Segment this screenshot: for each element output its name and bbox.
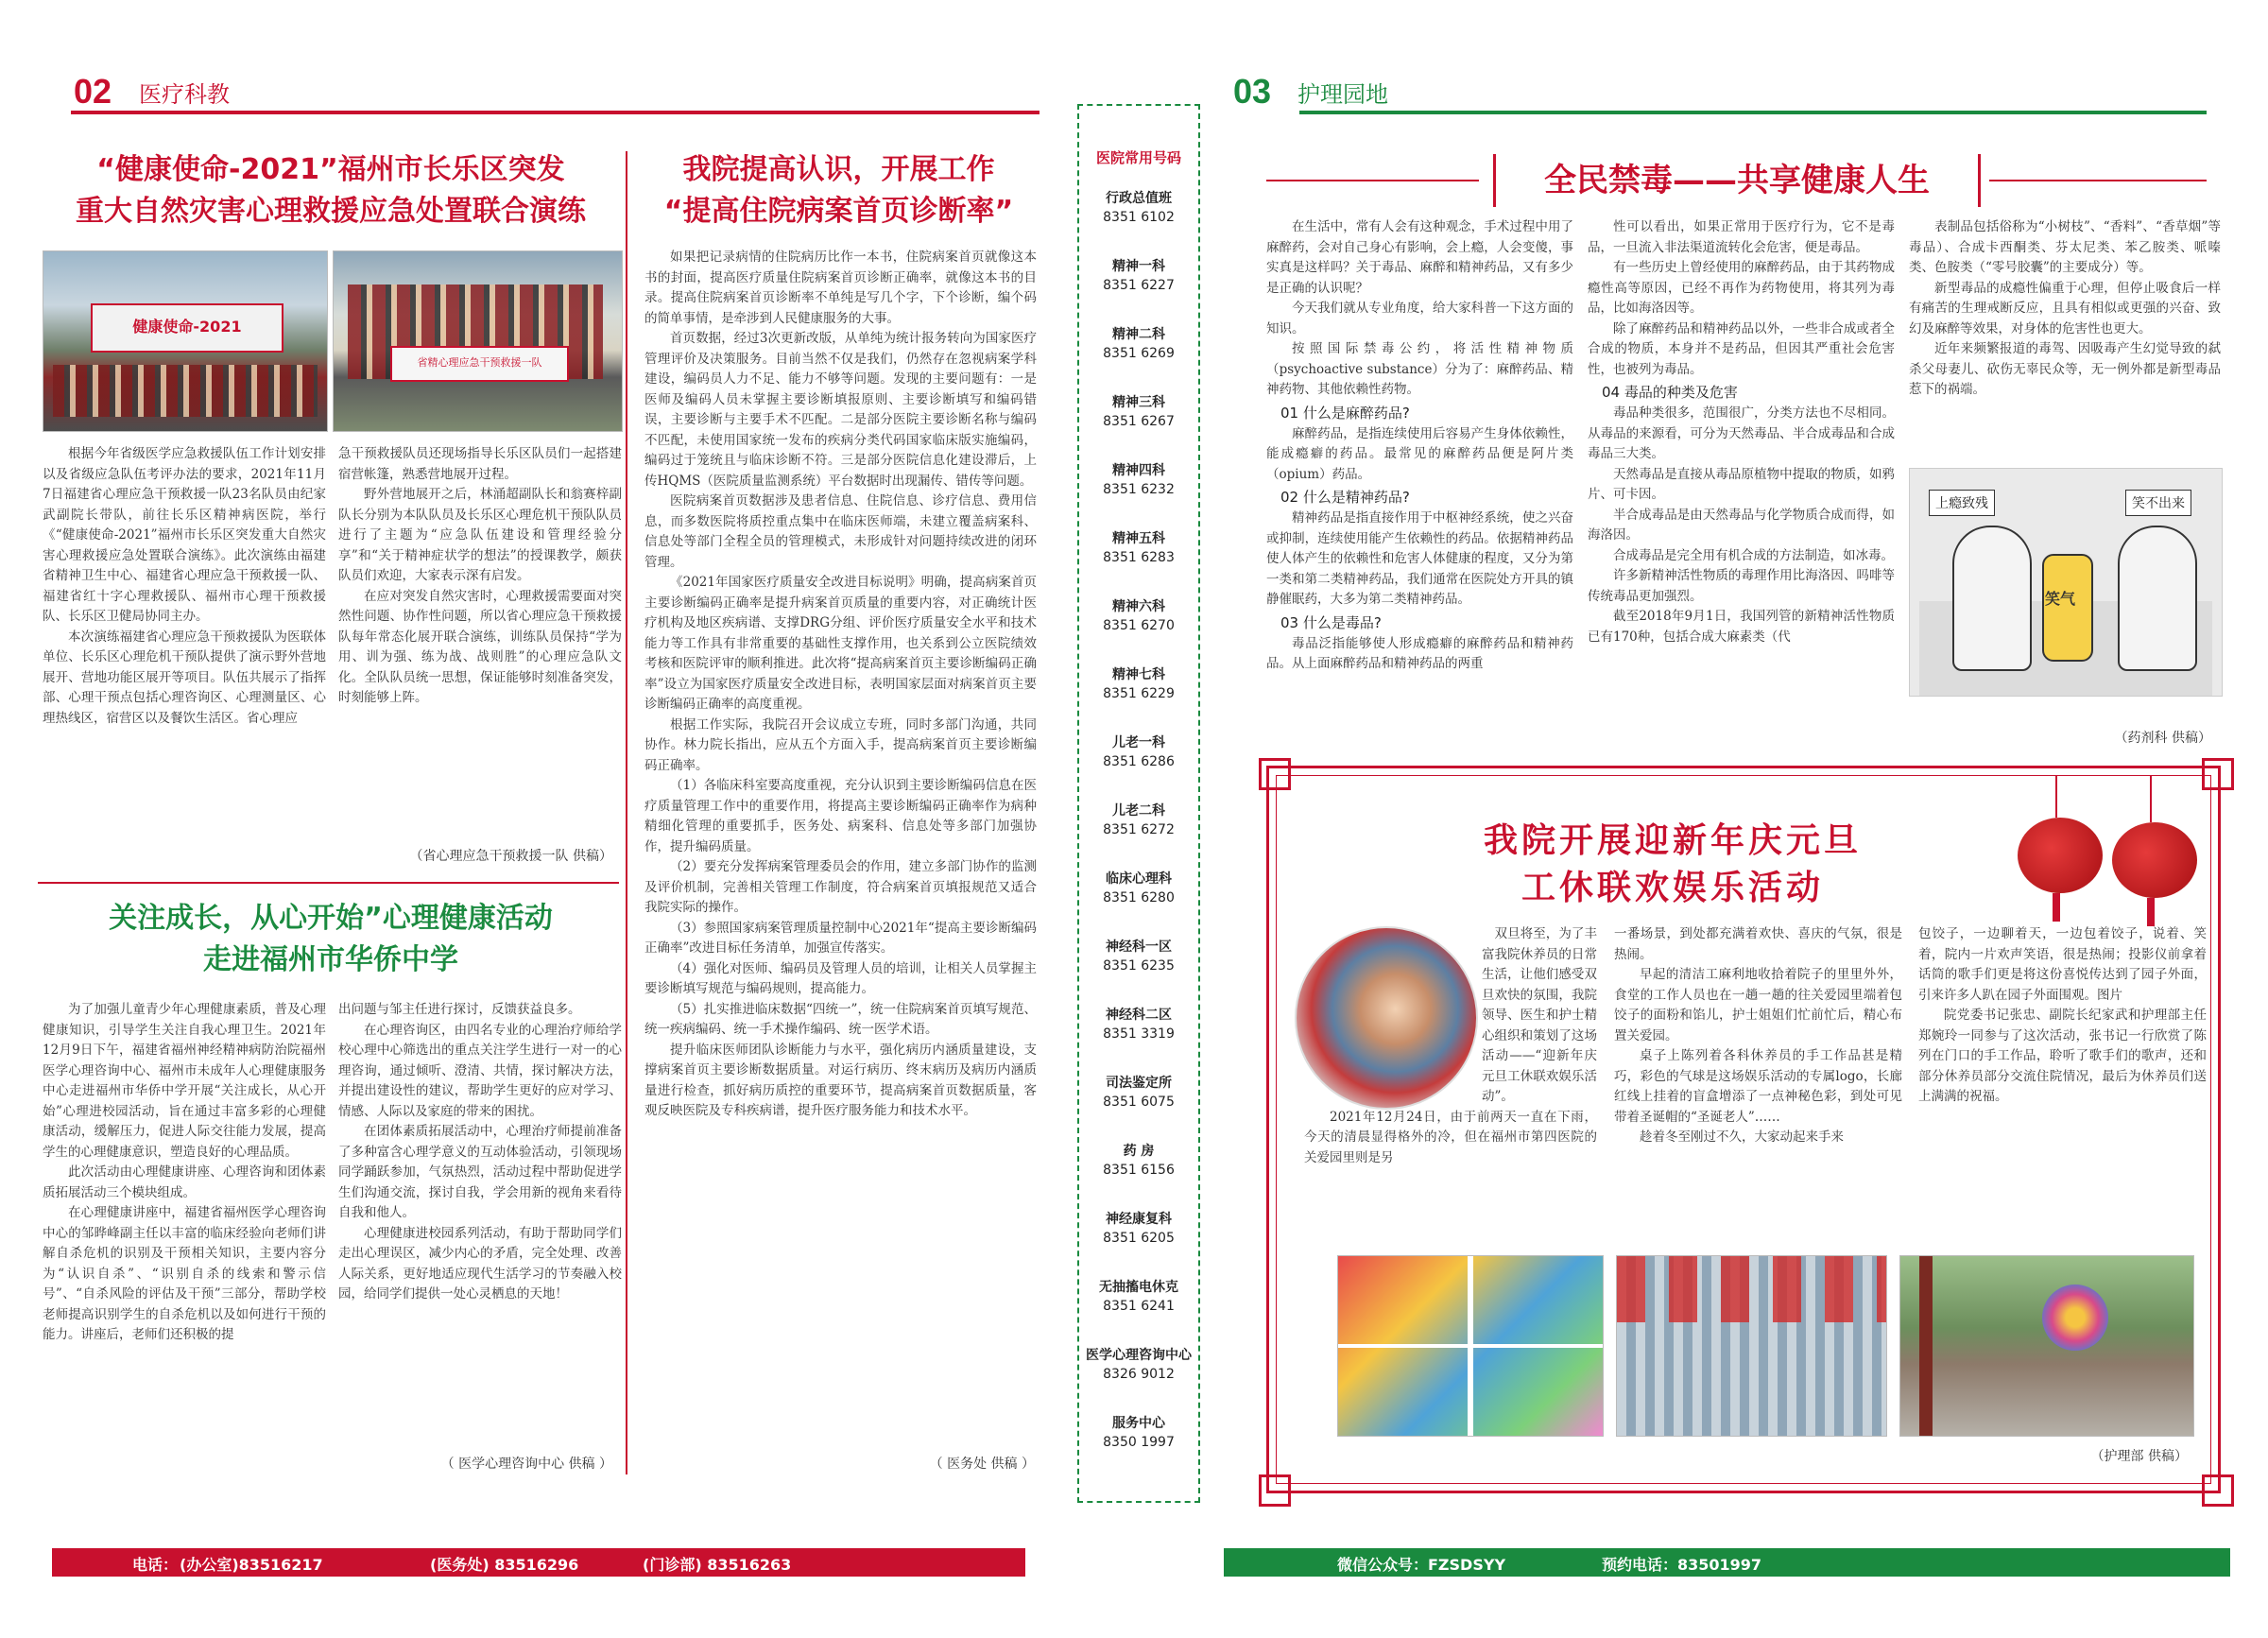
article-title: 我院开展迎新年庆元旦 工休联欢娱乐活动 <box>1483 821 1862 907</box>
department-name: 精神三科 <box>1112 395 1165 410</box>
column-divider <box>626 151 627 1474</box>
phone-entry <box>1079 801 1198 869</box>
lantern-icon <box>2018 818 2103 893</box>
phone-number: 8351 6232 <box>1103 482 1175 497</box>
article-medical-records <box>633 142 1044 1484</box>
lantern-icon <box>2112 822 2197 898</box>
paragraph: 在生活中，常有人会有这种观念，手术过程中用了麻醉药，会对自己身心有影响，会上瘾，人会变傻，事实真是这样吗？关于毒品、麻醉和精神药品，又有多少是正确的认识呢？ <box>1266 219 1573 296</box>
article-credit: （药剂科 供稿） <box>2114 731 2211 746</box>
phone-number: 8351 6227 <box>1103 278 1175 293</box>
footer-wechat: 微信公众号：FZSDSYY <box>1337 1556 1506 1574</box>
phone-number: 8350 1997 <box>1103 1435 1175 1450</box>
phone-number: 8326 9012 <box>1103 1367 1175 1382</box>
department-name: 精神六科 <box>1112 599 1165 614</box>
page-number: 03 <box>1233 72 1272 111</box>
phone-entry <box>1079 1141 1198 1209</box>
title-box <box>1493 154 1981 207</box>
phone-number: 8351 6270 <box>1103 618 1175 633</box>
garden-photo <box>1899 1255 2194 1437</box>
paragraph: 毒品泛指能够使人形成瘾癖的麻醉药品和精神药品。从上面麻醉药品和精神药品的两重 <box>1266 635 1573 671</box>
article-title: 我院提高认识，开展工作 “提高住院病案首页诊断率” <box>663 153 1014 228</box>
page-number: 02 <box>74 72 112 111</box>
right-page-header <box>1228 68 2221 115</box>
canister-label: 笑气 <box>2045 590 2076 608</box>
phone-entry <box>1079 324 1198 392</box>
banner-text: 健康使命-2021 <box>132 318 242 336</box>
phone-entry <box>1079 392 1198 460</box>
phone-number: 8351 3319 <box>1103 1026 1175 1042</box>
article-title: 关注成长，从心开始”心理健康活动 走进福州市华侨中学 <box>109 902 553 976</box>
article-column: 急干预救援队员还现场指导长乐区队员们一起搭建宿营帐篷，熟悉营地展开过程。 野外营地展开之后，林涌超副队长和翁赛梓副队长分别为本队队员及长乐区心理危机干预队队员进行了主题为“应急队伍建设和管理经验分享”和“关于精神症状学的想法”的授课教学，颇获队员们欢迎，大家表示深有启发。 在应对突发自然灾害时，心理救援需要面对突然性问题、协作性问题，所以省心理应急干预救援队每年常态化展开联合演练，训练队员保持“学为用、训为强、练为战、战则胜”的心理应急队文化。全队队员统一思想，保证能够时刻准备突发，时刻能够上阵。 <box>338 446 622 705</box>
department-name: 精神一科 <box>1112 259 1165 274</box>
paragraph: 天然毒品是直接从毒品原植物中提取的物质，如鸦片、可卡因。 <box>1588 466 1895 502</box>
corner-ornament <box>2202 758 2234 790</box>
footer-booking: 预约电话：83501997 <box>1602 1556 1762 1574</box>
corner-ornament <box>1259 1474 1291 1507</box>
phone-entry <box>1079 1005 1198 1073</box>
department-name: 神经科二区 <box>1106 1008 1172 1023</box>
phone-entry <box>1079 937 1198 1005</box>
article-column: 根据今年省级医学应急救援队伍工作计划安排以及省级应急队伍考评办法的要求，2021年11月7日福建省心理应急干预救援一队23名队员由纪家武副院长带队，前往长乐区精神病医院，举行《“健康使命-2021”福州市长乐区突发重大自然灾害心理救援应急处置联合演练》。此次演练由福建省精神卫生中心、福建省心理应急干预救援一队、福建省红十字心理救援队、福州市心理干预救援队、长乐区卫健局协同主办。 本次演练福建省心理应急干预救援队为医联体单位、长乐区心理危机干预队提供了演示野外营地展开、营地功能区展开等项目。队伍共展示了指挥部、心理干预点包括心理咨询区、心理测量区、心理热线区，宿营区以及餐饮生活区。省心理应 <box>43 446 326 726</box>
paragraph: 截至2018年9月1日，我国列管的新精神活性物质已有170种，包括合成大麻素类（代 <box>1588 609 1895 645</box>
department-name: 服务中心 <box>1112 1416 1165 1431</box>
article-column <box>1266 217 1573 728</box>
phone-number: 8351 6075 <box>1103 1095 1175 1110</box>
phone-number: 8351 6286 <box>1103 754 1175 769</box>
footer-tel-label: 电话： <box>132 1556 179 1574</box>
phone-entry <box>1079 1277 1198 1345</box>
article-column: 为了加强儿童青少年心理健康素质，普及心理健康知识，引导学生关注自我心理卫生。2021年12月9日下午，福建省福州神经精神病防治院福州医学心理咨询中心、福州市未成年人心理健康服务中心走进福州市华侨中学开展“关注成长，从心开始”心理进校园活动，旨在通过丰富多彩的心理健康活动，缓解压力，促进人际交往能力发展，提高学生的心理健康意识，塑造良好的心理品质。 此次活动由心理健康讲座、心理咨询和团体素质拓展活动三个模块组成。 在心理健康讲座中，福建省福州医学心理咨询中心的邹晔峰副主任以丰富的临床经验向老师们讲解自杀危机的识别及干预相关知识，主要内容分为“认识自杀”、“识别自杀的线索和警示信号”、“自杀风险的评估及干预”三部分，帮助学校老师提高识别学生的自杀危机以及如何进行干预的能力。讲座后，老师们还积极的提 <box>43 1002 326 1342</box>
department-name: 医学心理咨询中心 <box>1086 1348 1192 1363</box>
subheading: 04 毒品的种类及危害 <box>1602 384 1738 401</box>
dumpling-photo <box>1616 1255 1887 1437</box>
paragraph: 精神药品是指直接作用于中枢神经系统，使之兴奋或抑制，连续使用能产生依赖性的药品。依据精神药品使人体产生的依赖性和危害人体健康的程度，又分为第一类和第二类精神药品，我们通常在医院处方开具的镇静催眠药，大多为第二类精神药品。 <box>1266 510 1573 607</box>
paragraph: 表制品包括俗称为“小树枝”、“香料”、“香草烟”等毒品）、合成卡西酮类、芬太尼类、苯乙胺类、哌嗪类、色胺类（“零号胶囊”的主要成分）等。 <box>1909 219 2221 275</box>
article-credit: （护理部 供稿） <box>2090 1449 2188 1464</box>
phone-number: 8351 6156 <box>1103 1163 1175 1178</box>
article-anti-drug <box>1257 137 2230 751</box>
header-rule <box>1299 111 2207 114</box>
department-name: 药 房 <box>1123 1144 1155 1159</box>
department-name: 精神七科 <box>1112 667 1165 682</box>
phone-entry <box>1079 528 1198 596</box>
paragraph: 麻醉药品，是指连续使用后容易产生身体依赖性，能成瘾癖的药品。最常见的麻醉药品便是阿片类（opium）药品。 <box>1266 425 1573 482</box>
paragraph: 有一些历史上曾经使用的麻醉药品，由于其药物成瘾性高等原因，已经不再作为药物使用，将其列为毒品，比如海洛因等。 <box>1588 260 1895 316</box>
article-column <box>1588 217 1895 728</box>
article-new-year <box>1266 766 2230 1512</box>
subheading: 02 什么是精神药品? <box>1280 489 1410 506</box>
directory-title: 医院常用号码 <box>1095 149 1181 166</box>
phone-number: 8351 6229 <box>1103 686 1175 701</box>
subheading: 01 什么是麻醉药品? <box>1280 404 1410 422</box>
subheading: 03 什么是毒品? <box>1280 613 1382 631</box>
paragraph: 近年来频繁报道的毒驾、因吸毒产生幻觉导致的弑杀父母妻儿、砍伤无辜民众等，无一例外都是新型毒品惹下的祸端。 <box>1909 341 2221 397</box>
handicraft-photo <box>1337 1255 1604 1437</box>
phone-entry <box>1079 256 1198 324</box>
phone-number: 8351 6280 <box>1103 890 1175 905</box>
footer-outpatient-phone: (门诊部) 83516263 <box>643 1556 792 1574</box>
phone-entry <box>1079 596 1198 664</box>
article-drill <box>38 142 624 879</box>
phone-entry <box>1079 460 1198 528</box>
banner <box>91 303 284 353</box>
phone-entry <box>1079 869 1198 937</box>
right-footer <box>1224 1548 2230 1577</box>
paragraph: 今天我们就从专业角度，给大家科普一下这方面的知识。 <box>1266 301 1573 336</box>
article-credit: （省心理应急干预救援一队 供稿） <box>409 849 612 864</box>
section-title: 护理园地 <box>1297 81 1388 108</box>
phone-number: 8351 6205 <box>1103 1231 1175 1246</box>
article-title: 全民禁毒——共享健康人生 <box>1544 162 1930 199</box>
speech-bubble: 上瘾致残 <box>1929 490 1995 516</box>
drill-team-photo <box>333 250 623 432</box>
footer-medical-phone: (医务处) 83516296 <box>430 1556 579 1574</box>
character-left <box>1952 526 2032 671</box>
footer-office-phone: (办公室)83516217 <box>180 1556 323 1574</box>
department-name: 行政总值班 <box>1106 191 1172 206</box>
phone-entry <box>1079 1413 1198 1481</box>
drill-group-photo <box>43 250 328 432</box>
left-footer <box>52 1548 1025 1577</box>
paragraph: 许多新精神活性物质的毒理作用比海洛因、吗啡等传统毒品更加强烈。 <box>1588 568 1895 604</box>
department-name: 无抽搐电休克 <box>1099 1280 1178 1295</box>
title-rule-left <box>1266 180 1479 181</box>
department-name: 精神四科 <box>1112 463 1165 478</box>
department-name: 司法鉴定所 <box>1106 1076 1172 1091</box>
article-school <box>38 898 624 1484</box>
anti-drug-cartoon <box>1909 468 2223 697</box>
phone-entry <box>1079 733 1198 801</box>
phone-number: 8351 6267 <box>1103 414 1175 429</box>
header-rule <box>71 111 1040 114</box>
department-name: 临床心理科 <box>1106 871 1172 887</box>
section-title: 医疗科教 <box>139 81 230 108</box>
character-right <box>2118 526 2197 671</box>
article-title: “健康使命-2021”福州市长乐区突发 重大自然灾害心理救援应急处置联合演练 <box>76 153 586 228</box>
department-name: 精神五科 <box>1112 531 1165 546</box>
speech-bubble: 笑不出来 <box>2125 490 2191 516</box>
article-column: 一番场景，到处都充满着欢快、喜庆的气氛，很是热闹。 早起的清洁工麻利地收拾着院子的里里外外，食堂的工作人员也在一趟一趟的往关爱园里端着包饺子的面粉和馅儿，护士姐姐们忙前忙后，精心布置关爱园。 桌子上陈列着各科休养员的手工作品甚是精巧，彩色的气球是这场娱乐活动的专属logo，长廊红线上挂着的盲盒增添了一点神秘色彩，到处可见带着圣诞帽的“圣诞老人”…… 趁着冬至刚过不久，大家动起来手来 <box>1614 926 1902 1145</box>
paragraph: 新型毒品的成瘾性偏重于心理，但停止吸食后一样有痛苦的生理戒断反应，且具有相似或更强的兴奋、致幻及麻醉等效果，对身体的危害性也更大。 <box>1909 280 2221 336</box>
department-name: 神经康复科 <box>1106 1212 1172 1227</box>
article-column: 出问题与邹主任进行探讨，反馈获益良多。 在心理咨询区，由四名专业的心理治疗师给学校心理中心筛选出的重点关注学生进行一对一的心理咨询，通过倾听、澄清、共情，探讨解决方法，并提出建设性的建议，帮助学生更好的应对学习、情感、人际以及家庭的带来的困扰。 在团体素质拓展活动中，心理治疗师提前准备了多种富含心理学意义的互动体验活动，引领现场同学踊跃参加，气氛热烈，活动过程中帮助促进学生们沟通交流，探讨自我，学会用新的视角来看待自我和他人。 心理健康进校园系列活动，有助于帮助同学们走出心理误区，减少内心的矛盾，完全处理、改善人际关系，更好地适应现代生活学习的节奏融入校园，给同学们提供一处心灵栖息的天地！ <box>338 1002 622 1302</box>
title-rule-right <box>1989 180 2207 181</box>
phone-entry <box>1079 664 1198 733</box>
article-body: 如果把记录病情的住院病历比作一本书，住院病案首页就像这本书的封面，提高医疗质量住院病案首页诊断正确率，就像这本书的目录。提高住院病案首页诊断率不单纯是写几个字，下个诊断，编个码的简单事情，是牵涉到人民健康服务的大事。 首页数据，经过3次更新改版，从单纯为统计报务转向为国家医疗管理评价及决策服务。目前当然不仅是我们，仍然存在忽视病案学科建设，编码员人力不足、能力不够等问题。发现的主要问题有：一是医师及编码人员未掌握主要诊断填报原则、主要诊断填写和编码错误，主要诊断与主要手术不匹配。二是部分医院主要诊断名称与编码不匹配，未使用国家统一发布的疾病分类代码国家临床版实施编码，编码过于笼统且与临床诊断不符。三是部分医院信息化建设滞后，上传HQMS（医院质量监测系统）平台数据时出现漏传、错传等问题。 医院病案首页数据涉及患者信息、住院信息、诊疗信息、费用信息，而多数医院将质控重点集中在临床医师端，未建立覆盖病案科、信息处等部门全程全员的管理模式，未形成针对问题持续改进的闭环管理。 《2021年国家医疗质量安全改进目标说明》明确，提高病案首页主要诊断编码正确率是提升病案首页质量的重要内容，对正确统计医疗机构及地区疾病谱、支撑DRG分组、评价医疗质量安全水平和技术能力等工作具有非常重要的基础性支撑作用，也关系到公立医院绩效考核和医院评审的顺利推进。此次将“提高病案首页主要诊断编码正确率”设立为国家医疗质量安全改进目标，表明国家层面对病案首页主要诊断编码正确率的高度重视。 根据工作实际，我院召开会议成立专班，同时多部门沟通，共同协作。林力院长指出，应从五个方面入手，提高病案首页主要诊断编码正确率。 （1）各临床科室要高度重视，充分认识到主要诊断编码信息在医疗质量管理工作中的重要作用，将提高主要诊断编码正确率作为病种精细化管理的重要抓手，医务处、病案科、信息处等多部门加强协作，提升编码质量。 （2）要充分发挥病案管理委员会的作用，建立多部门协作的监测及评价机制，完善相关管理工作制度，符合病案首页填报规范又适合我院实际的操作。 （3）参照国家病案管理质量控制中心2021年“提高主要诊断编码正确率”改进目标任务清单，加强宣传落实。 （4）强化对医师、编码员及管理人员的培训，让相关人员掌握主要诊断填写规范与编码规则，提高能力。 （5）扎实推进临床数据“四统一”，统一住院病案首页填写规范、统一疾病编码、统一手术操作编码、统一医学术语。 提升临床医师团队诊断能力与水平，强化病历内涵质量建设，支撑病案首页主要诊断数据质量。对运行病历、终末病历及病历内涵质量进行检查，抓好病历质控的重要环节，提高病案首页数据质量，客观反映医院及专科疾病谱，提升医疗服务能力和技术水平。 <box>644 250 1037 1118</box>
phone-number: 8351 6235 <box>1103 958 1175 974</box>
section-divider <box>38 882 619 884</box>
department-name: 儿老一科 <box>1112 735 1165 750</box>
article-column <box>1909 217 2221 444</box>
article-credit: （ 医务处 供稿 ） <box>929 1457 1035 1472</box>
phone-entry <box>1079 1345 1198 1413</box>
phone-directory <box>1077 104 1200 1503</box>
paragraph: 按照国际禁毒公约，将活性精神物质（psychoactive substance）分为了：麻醉药品、精神药物、其他依赖性药物。 <box>1266 341 1573 397</box>
paragraph: 半合成毒品是由天然毒品与化学物质合成而得，如海洛因。 <box>1588 507 1895 543</box>
department-name: 儿老二科 <box>1112 803 1165 819</box>
phone-entry <box>1079 188 1198 256</box>
article-credit: （ 医学心理咨询中心 供稿 ） <box>440 1457 612 1472</box>
corner-ornament <box>1259 758 1291 790</box>
department-name: 精神二科 <box>1112 327 1165 342</box>
phone-number: 8351 6269 <box>1103 346 1175 361</box>
phone-number: 8351 6241 <box>1103 1299 1175 1314</box>
paragraph: 毒品种类很多，范围很广，分类方法也不尽相同。从毒品的来源看，可分为天然毒品、半合成毒品和合成毒品三大类。 <box>1588 405 1895 461</box>
phone-list <box>1079 188 1198 1481</box>
article-column: 双旦将至，为了丰富我院休养员的日常生活，让他们感受双旦欢快的氛围，我院领导、医生和护士精心组织和策划了这场活动——“迎新年庆元旦工休联欢娱乐活动”。 2021年12月24日，由于前两天一直在下雨，今天的清晨显得格外的冷，但在福州市第四医院的关爱园里则是另 <box>1304 926 1597 1165</box>
paragraph: 除了麻醉药品和精神药品以外，一些非合成或者全合成的物质，本身并不是药品，但因其严重社会危害性，也被列为毒品。 <box>1588 320 1895 377</box>
team-banner: 省精心理应急干预救援一队 <box>390 346 569 382</box>
phone-entry <box>1079 1209 1198 1277</box>
phone-entry <box>1079 1073 1198 1141</box>
corner-ornament <box>2202 1474 2234 1507</box>
paragraph: 性可以看出，如果正常用于医疗行为，它不是毒品，一旦流入非法渠道流转化会危害，便是毒品。 <box>1588 219 1895 255</box>
article-column: 包饺子，一边聊着天，一边包着饺子，说着、笑着，院内一片欢声笑语，很是热闹；投影仪前拿着话筒的歌手们更是将这份喜悦传达到了园子外面，引来许多人趴在园子外面围观。图片 院党委书记张忠、副院长纪家武和护理部主任郑婉玲一同参与了这次活动，张书记一行欣赏了陈列在门口的手工作品，聆听了歌手们的歌声，还和部分休养员部分交流住院情况，最后为休养员们送上满满的祝福。 <box>1918 926 2207 1104</box>
department-name: 神经科一区 <box>1106 940 1172 955</box>
left-page-header <box>52 68 1035 115</box>
phone-number: 8351 6102 <box>1103 210 1175 225</box>
phone-number: 8351 6283 <box>1103 550 1175 565</box>
phone-number: 8351 6272 <box>1103 822 1175 837</box>
paragraph: 合成毒品是完全用有机合成的方法制造，如冰毒。 <box>1613 547 1894 563</box>
